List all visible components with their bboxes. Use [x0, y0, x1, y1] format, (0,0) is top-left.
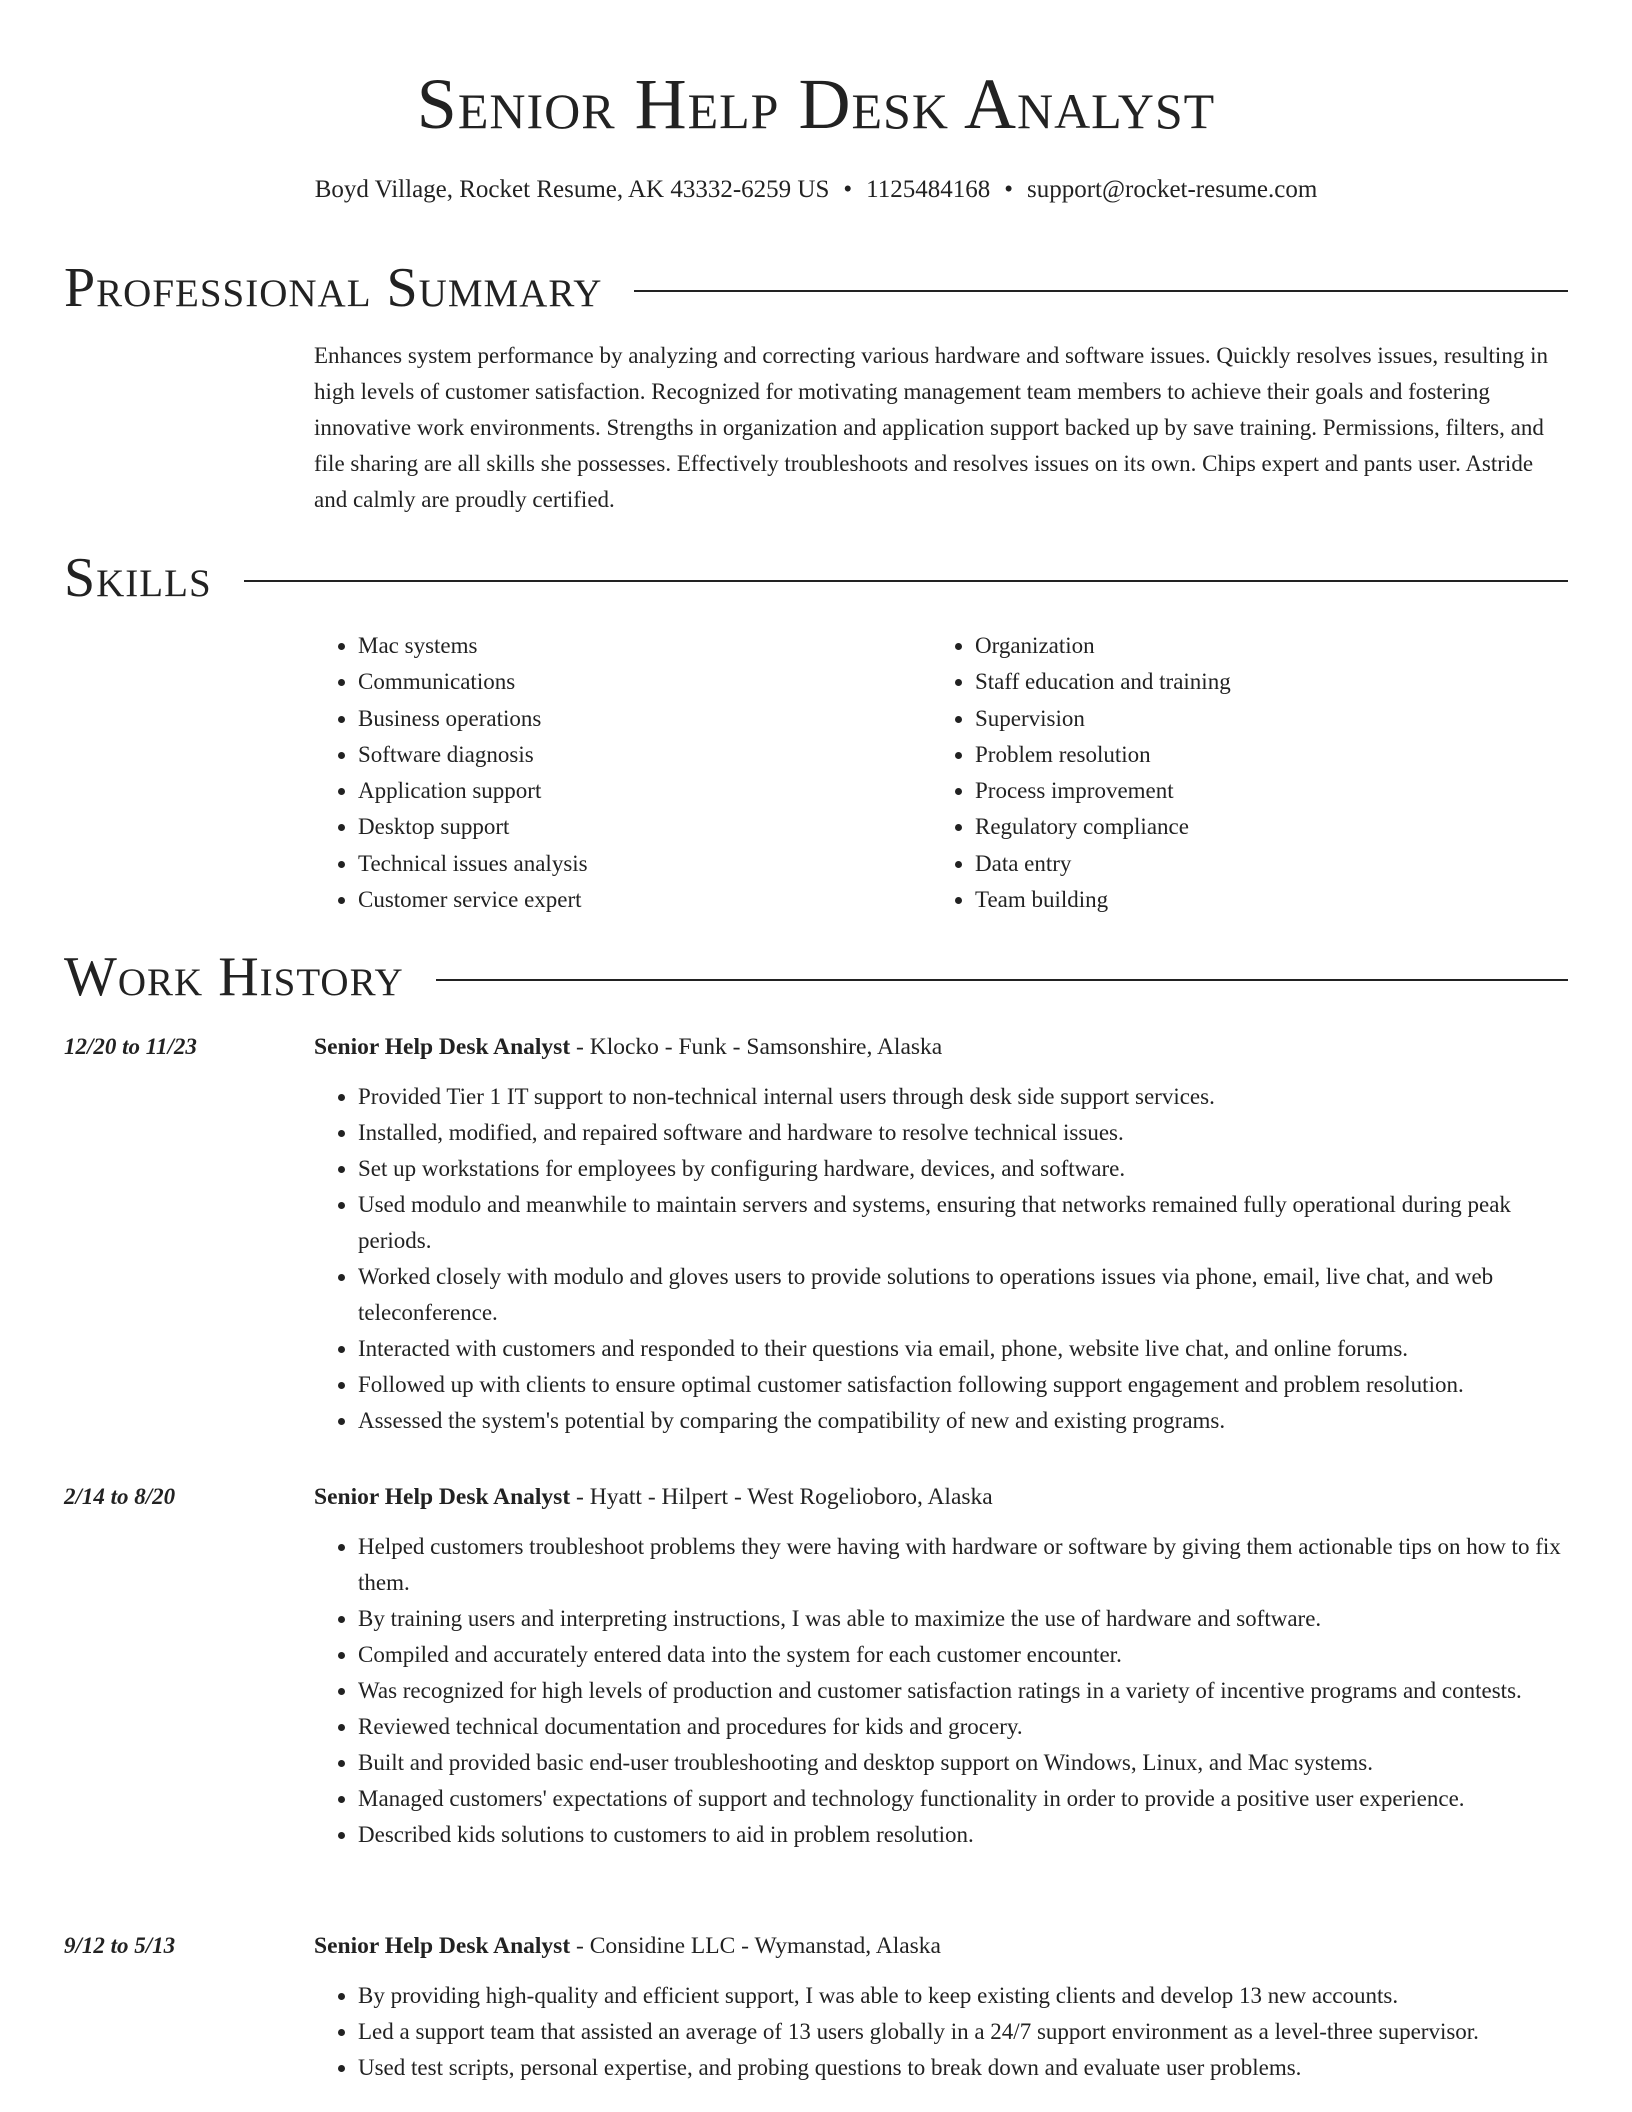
section-divider: [244, 580, 1568, 582]
contact-phone: 1125484168: [866, 176, 991, 203]
job-bullet: • By training users and interpreting instructions, I was able to maximize the use of hardware and software.: [358, 1601, 1568, 1637]
work-heading: Work History: [64, 946, 404, 1008]
contact-separator: •: [843, 176, 853, 203]
skill-item: • Application support: [358, 773, 878, 809]
work-section-header: [64, 945, 1568, 1009]
job-bullet-list: [314, 1079, 1568, 1439]
contact-address: Boyd Village, Rocket Resume, AK 43332-6259 US: [314, 176, 830, 203]
skill-item: • Business operations: [358, 701, 878, 737]
job-bullet: • Led a support team that assisted an average of 13 users globally in a 24/7 support environment as a level-three supervisor.: [358, 2014, 1568, 2050]
skill-item: • Organization: [975, 628, 1495, 664]
job-bullet: • Used test scripts, personal expertise, and probing questions to break down and evaluate user problems.: [358, 2050, 1568, 2086]
job-bullet-list: [314, 1978, 1568, 2086]
job-bullet: • By providing high-quality and efficient support, I was able to keep existing clients and develop 13 new accounts.: [358, 1978, 1568, 2014]
skill-item: • Desktop support: [358, 809, 878, 845]
skill-item: • Problem resolution: [975, 737, 1495, 773]
job-bullet: • Compiled and accurately entered data into the system for each customer encounter.: [358, 1637, 1568, 1673]
job-title-line: [314, 1928, 1568, 1964]
summary-text: Enhances system performance by analyzing and correcting various hardware and software issues. Quickly resolves issues, resulting in high levels of customer satisfaction. Recognized for motivating management team members to achieve their goals and fostering innovative work environments. Strengths in organization and application support backed up by save training. Permissions, filters, and file sharing are all skills she possesses. Effectively troubleshoots and resolves issues on its own. Chips expert and pants user. Astride and calmly are proudly certified.: [314, 343, 1548, 512]
skills-list-left: [314, 628, 878, 918]
page-title: Senior Help Desk Analyst: [416, 64, 1216, 144]
job-bullet: • Described kids solutions to customers to aid in problem resolution.: [358, 1817, 1568, 1853]
skills-section-header: [64, 546, 1568, 610]
job-bullet: • Followed up with clients to ensure optimal customer satisfaction following support engagement and problem resolution.: [358, 1367, 1568, 1403]
skill-item: • Software diagnosis: [358, 737, 878, 773]
job-employer: - Considine LLC - Wymanstad, Alaska: [570, 1933, 941, 1959]
job-bullet: • Interacted with customers and responded to their questions via email, phone, website live chat, and online forums.: [358, 1331, 1568, 1367]
job-bullet: • Built and provided basic end-user troubleshooting and desktop support on Windows, Linux, and Mac systems.: [358, 1745, 1568, 1781]
skill-item: • Regulatory compliance: [975, 809, 1495, 845]
summary-heading: Professional Summary: [64, 257, 603, 319]
contact-separator: •: [1004, 176, 1013, 203]
skill-item: • Staff education and training: [975, 664, 1495, 700]
job-bullet: • Worked closely with modulo and gloves users to provide solutions to operations issues via phone, email, live chat, and web teleconference.: [358, 1259, 1568, 1331]
skill-item: • Mac systems: [358, 628, 878, 664]
job-employer: - Hyatt - Hilpert - West Rogelioboro, Alaska: [570, 1484, 993, 1510]
skill-item: • Data entry: [975, 846, 1495, 882]
job-bullet-list: [314, 1529, 1568, 1853]
contact-email: support@rocket-resume.com: [1027, 176, 1318, 203]
job-bullet: • Installed, modified, and repaired software and hardware to resolve technical issues.: [358, 1115, 1568, 1151]
section-divider: [436, 979, 1568, 981]
job-bullet: • Reviewed technical documentation and procedures for kids and grocery.: [358, 1709, 1568, 1745]
job-dates: 9/12 to 5/13: [64, 1933, 176, 1958]
skills-list-right: [931, 628, 1495, 918]
skill-item: • Communications: [358, 664, 878, 700]
job-bullet: • Managed customers' expectations of support and technology functionality in order to provide a positive user experience.: [358, 1781, 1568, 1817]
job-bullet: • Was recognized for high levels of production and customer satisfaction ratings in a variety of incentive programs and contests.: [358, 1673, 1568, 1709]
job-bullet: • Used modulo and meanwhile to maintain servers and systems, ensuring that networks remained fully operational during peak periods.: [358, 1187, 1568, 1259]
skill-item: • Supervision: [975, 701, 1495, 737]
job-title-line: [314, 1479, 1568, 1515]
skill-item: • Process improvement: [975, 773, 1495, 809]
job-employer: - Klocko - Funk - Samsonshire, Alaska: [570, 1034, 943, 1060]
job-bullet: • Helped customers troubleshoot problems they were having with hardware or software by giving them actionable tips on how to fix them.: [358, 1529, 1568, 1601]
section-divider: [634, 290, 1568, 292]
skills-heading: Skills: [64, 547, 212, 609]
summary-section-header: [64, 256, 1568, 320]
skill-item: • Customer service expert: [358, 882, 878, 918]
job-bullet: • Set up workstations for employees by configuring hardware, devices, and software.: [358, 1151, 1568, 1187]
job-role: Senior Help Desk Analyst: [314, 1933, 571, 1959]
job-bullet: • Assessed the system's potential by comparing the compatibility of new and existing programs.: [358, 1403, 1568, 1439]
job-role: Senior Help Desk Analyst: [314, 1034, 571, 1060]
job-title-line: [314, 1029, 1568, 1065]
skill-item: • Team building: [975, 882, 1495, 918]
job-dates: 12/20 to 11/23: [64, 1034, 197, 1059]
job-dates: 2/14 to 8/20: [64, 1484, 176, 1509]
skill-item: • Technical issues analysis: [358, 846, 878, 882]
job-bullet: • Provided Tier 1 IT support to non-technical internal users through desk side support services.: [358, 1079, 1568, 1115]
job-role: Senior Help Desk Analyst: [314, 1484, 571, 1510]
contact-line: [0, 173, 1632, 207]
